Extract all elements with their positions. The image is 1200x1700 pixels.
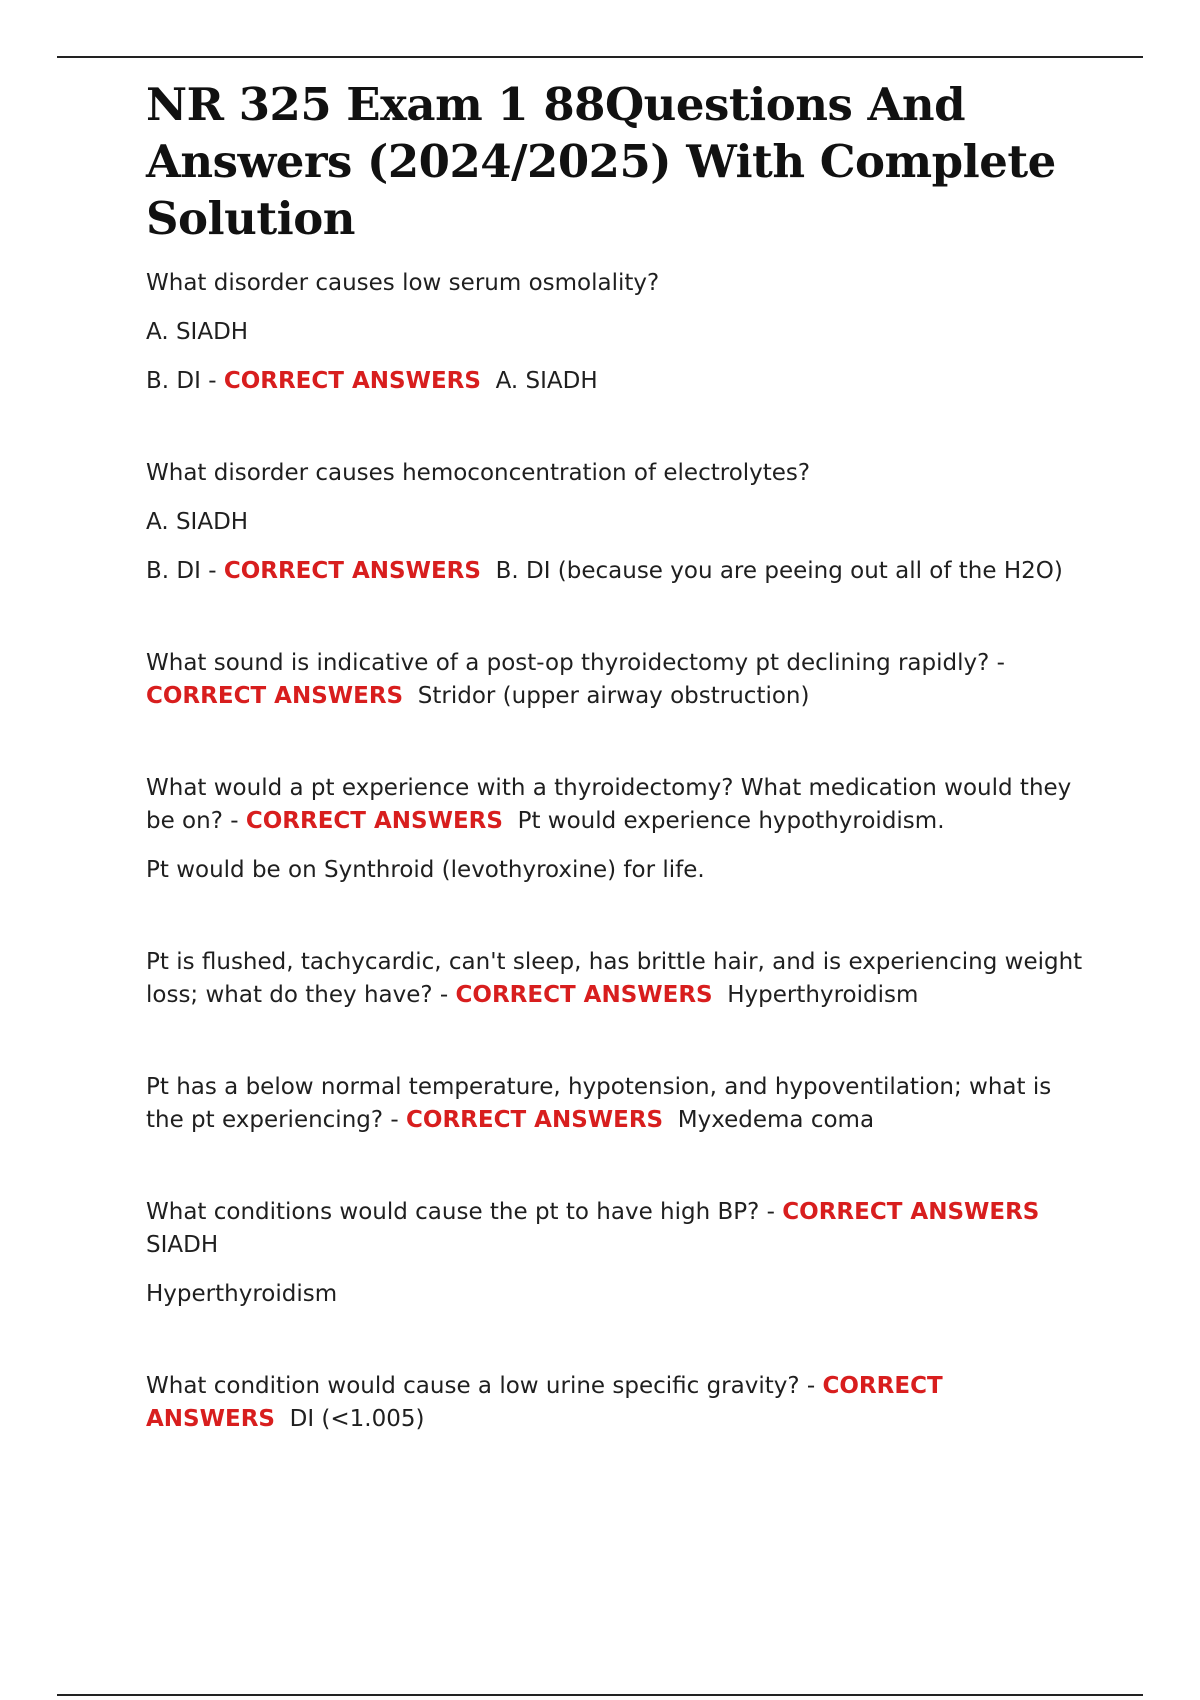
answer-text: Stridor (upper airway obstruction) — [417, 683, 810, 709]
qa-block-7 — [146, 1196, 1096, 1311]
option-b-answer-line — [146, 555, 1096, 588]
answer-text: DI (<1.005) — [289, 1406, 425, 1432]
correct-answers-label: CORRECT ANSWERS — [455, 982, 713, 1008]
question-text: What conditions would cause the pt to have high BP? - — [146, 1199, 783, 1225]
question-text: What condition would cause a low urine specific gravity? - — [146, 1373, 823, 1399]
document-body — [146, 76, 1096, 1436]
correct-answers-label: CORRECT ANSWERS — [146, 683, 404, 709]
answer-text: B. DI (because you are peeing out all of the H2O) — [495, 558, 1063, 584]
correct-answers-label: CORRECT ANSWERS — [223, 558, 481, 584]
option-a: A. SIADH — [146, 509, 249, 535]
qa-block-8 — [146, 1370, 1096, 1436]
question-text: What disorder causes hemoconcentration of electrolytes? — [146, 460, 811, 486]
question-answer-line — [146, 1071, 1096, 1137]
question-answer-line — [146, 946, 1096, 1012]
top-rule — [57, 56, 1143, 58]
question-answer-line — [146, 772, 1096, 838]
bottom-rule — [57, 1694, 1143, 1696]
option-b: B. DI - — [146, 368, 224, 394]
question-text: Pt is flushed, tachycardic, can't sleep, has brittle hair, and is experiencing weight loss; what do they have? - — [146, 949, 1083, 1008]
document-title: NR 325 Exam 1 88Questions And Answers (2024/2025) With Complete Solution — [146, 78, 1056, 245]
qa-block-4 — [146, 772, 1096, 887]
option-a: A. SIADH — [146, 319, 249, 345]
answer-text: Pt would experience hypothyroidism. — [517, 808, 945, 834]
option-b: B. DI - — [146, 558, 224, 584]
qa-block-6 — [146, 1071, 1096, 1137]
correct-answers-label: CORRECT ANSWERS — [146, 1373, 943, 1432]
question-text: What sound is indicative of a post-op thyroidectomy pt declining rapidly? - — [146, 650, 1005, 676]
qa-block-5 — [146, 946, 1096, 1012]
option-b-answer-line — [146, 365, 1096, 398]
question-text: What disorder causes low serum osmolality? — [146, 270, 660, 296]
qa-block-1 — [146, 267, 1096, 398]
question-answer-line — [146, 1196, 1096, 1262]
answer-continuation: Pt would be on Synthroid (levothyroxine) for life. — [146, 857, 705, 883]
correct-answers-label: CORRECT ANSWERS — [782, 1199, 1040, 1225]
correct-answers-label: CORRECT ANSWERS — [223, 368, 481, 394]
question-answer-line — [146, 1370, 1096, 1436]
answer-continuation: Hyperthyroidism — [146, 1281, 338, 1307]
answer-text: Hyperthyroidism — [727, 982, 919, 1008]
answer-text: SIADH — [146, 1232, 219, 1258]
answer-text: Myxedema coma — [677, 1107, 875, 1133]
question-answer-line — [146, 647, 1096, 713]
qa-block-2 — [146, 457, 1096, 588]
question-text: What would a pt experience with a thyroidectomy? What medication would they be on? - — [146, 775, 1072, 834]
qa-block-3 — [146, 647, 1096, 713]
correct-answers-label: CORRECT ANSWERS — [406, 1107, 664, 1133]
correct-answers-label: CORRECT ANSWERS — [245, 808, 503, 834]
answer-text: A. SIADH — [495, 368, 598, 394]
question-text: Pt has a below normal temperature, hypotension, and hypoventilation; what is the pt experiencing? - — [146, 1074, 1052, 1133]
